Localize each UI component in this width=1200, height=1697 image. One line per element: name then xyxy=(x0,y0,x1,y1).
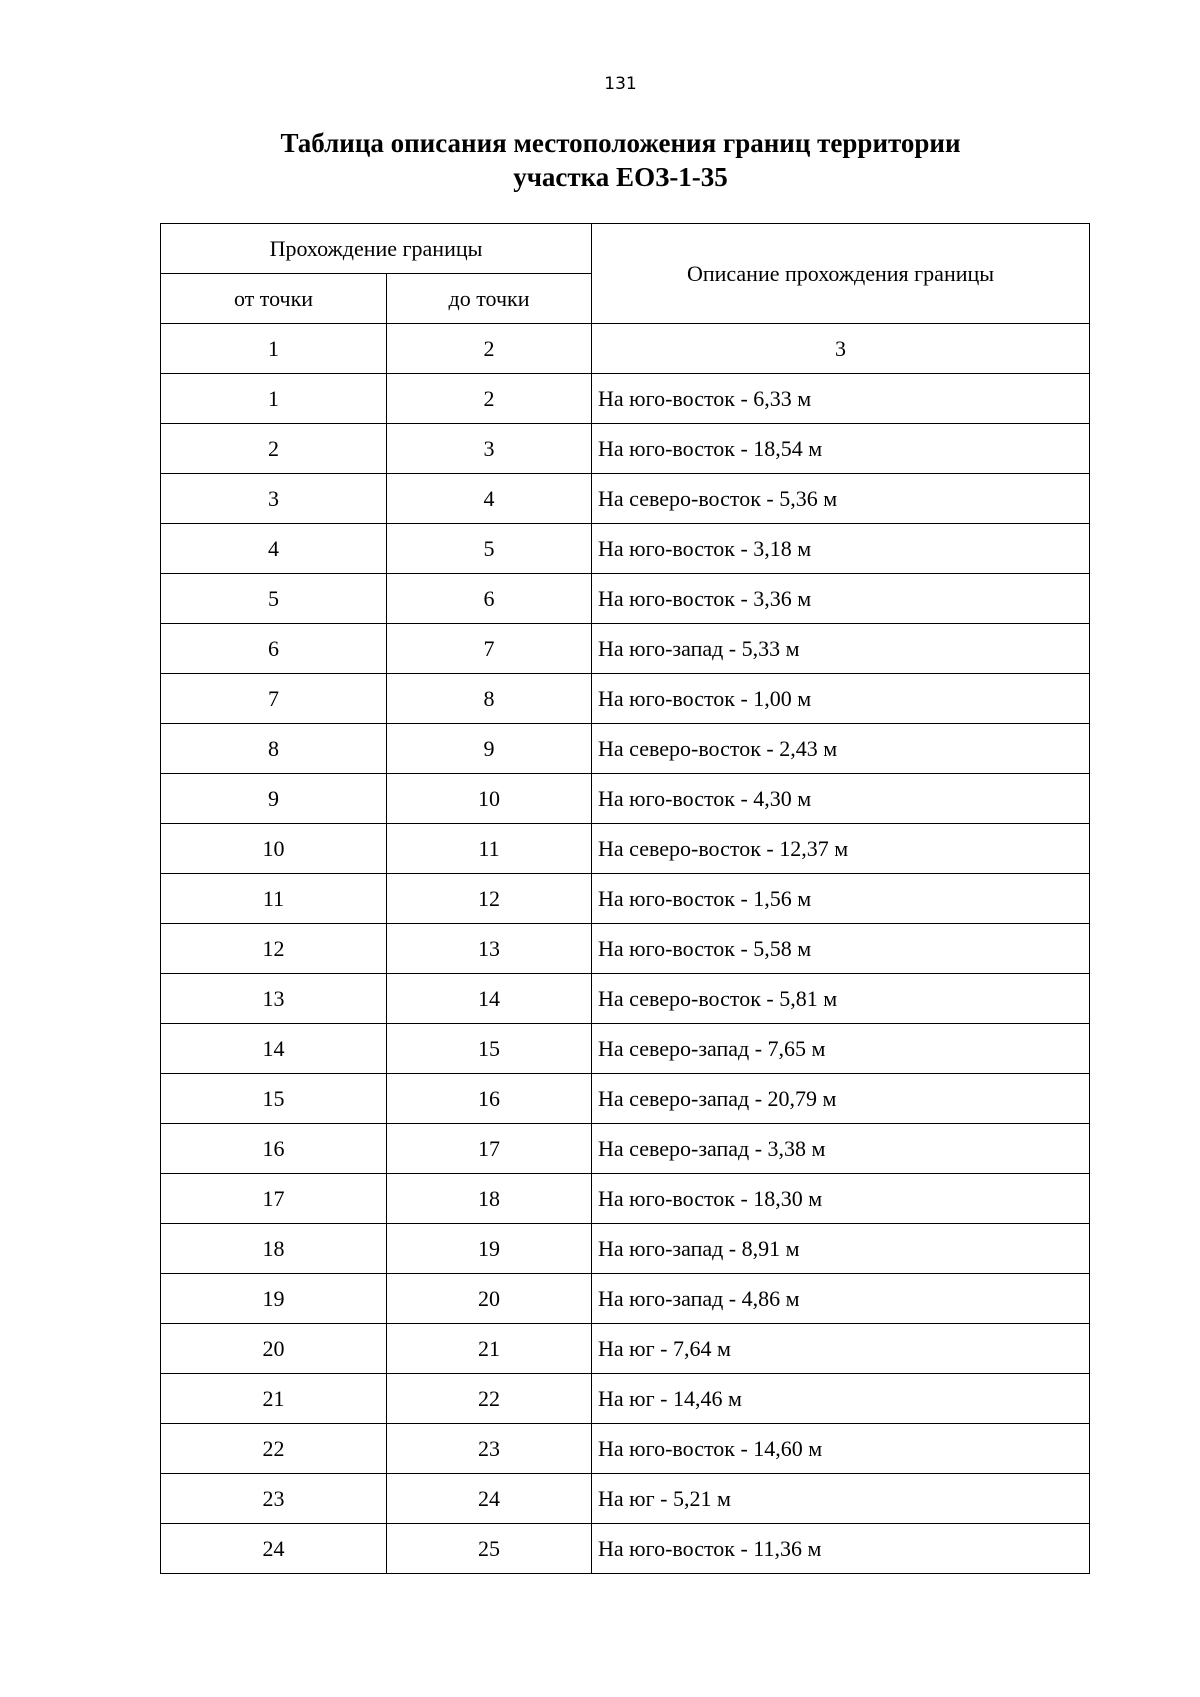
from-point-cell: 2 xyxy=(161,424,387,474)
from-point-cell: 10 xyxy=(161,824,387,874)
from-point-cell: 4 xyxy=(161,524,387,574)
description-cell: На юго-восток - 5,58 м xyxy=(592,924,1090,974)
from-point-cell: 19 xyxy=(161,1274,387,1324)
description-cell: На юго-восток - 3,36 м xyxy=(592,574,1090,624)
to-point-cell: 8 xyxy=(387,674,592,724)
from-point-cell: 1 xyxy=(161,374,387,424)
to-point-cell: 14 xyxy=(387,974,592,1024)
to-point-cell: 18 xyxy=(387,1174,592,1224)
table-row xyxy=(161,1124,1090,1174)
description-cell: На юго-восток - 1,00 м xyxy=(592,674,1090,724)
header-desc-cell: Описание прохождения границы xyxy=(592,224,1090,324)
description-cell: На юг - 5,21 м xyxy=(592,1474,1090,1524)
from-point-cell: 9 xyxy=(161,774,387,824)
from-point-cell: 23 xyxy=(161,1474,387,1524)
to-point-cell: 2 xyxy=(387,374,592,424)
to-point-cell: 23 xyxy=(387,1424,592,1474)
to-point-cell: 10 xyxy=(387,774,592,824)
to-point-cell: 5 xyxy=(387,524,592,574)
table-header xyxy=(161,224,1090,374)
to-point-cell: 9 xyxy=(387,724,592,774)
table-row xyxy=(161,674,1090,724)
header-to-cell: до точки xyxy=(387,274,592,324)
header-row-1 xyxy=(161,224,1090,274)
column-number-row xyxy=(161,324,1090,374)
table-row xyxy=(161,474,1090,524)
table-row xyxy=(161,1224,1090,1274)
description-cell: На юго-запад - 8,91 м xyxy=(592,1224,1090,1274)
description-cell: На северо-восток - 12,37 м xyxy=(592,824,1090,874)
description-cell: На юго-восток - 18,30 м xyxy=(592,1174,1090,1224)
table-row xyxy=(161,974,1090,1024)
to-point-cell: 20 xyxy=(387,1274,592,1324)
description-cell: На юго-восток - 4,30 м xyxy=(592,774,1090,824)
to-point-cell: 4 xyxy=(387,474,592,524)
description-cell: На юг - 14,46 м xyxy=(592,1374,1090,1424)
column-number-cell: 2 xyxy=(387,324,592,374)
from-point-cell: 3 xyxy=(161,474,387,524)
table-row xyxy=(161,1424,1090,1474)
description-cell: На северо-восток - 2,43 м xyxy=(592,724,1090,774)
table-row xyxy=(161,874,1090,924)
to-point-cell: 21 xyxy=(387,1324,592,1374)
from-point-cell: 22 xyxy=(161,1424,387,1474)
description-cell: На юго-запад - 5,33 м xyxy=(592,624,1090,674)
table-row xyxy=(161,1474,1090,1524)
from-point-cell: 12 xyxy=(161,924,387,974)
table-row xyxy=(161,424,1090,474)
boundary-table xyxy=(160,223,1090,1574)
description-cell: На юго-восток - 14,60 м xyxy=(592,1424,1090,1474)
description-cell: На северо-восток - 5,36 м xyxy=(592,474,1090,524)
to-point-cell: 11 xyxy=(387,824,592,874)
table-row xyxy=(161,924,1090,974)
from-point-cell: 7 xyxy=(161,674,387,724)
from-point-cell: 17 xyxy=(161,1174,387,1224)
to-point-cell: 16 xyxy=(387,1074,592,1124)
title-line-2: участка ЕОЗ-1-35 xyxy=(513,162,728,192)
table-row xyxy=(161,374,1090,424)
description-cell: На юго-восток - 3,18 м xyxy=(592,524,1090,574)
table-row xyxy=(161,1174,1090,1224)
table-row xyxy=(161,1074,1090,1124)
from-point-cell: 6 xyxy=(161,624,387,674)
table-row xyxy=(161,524,1090,574)
table-row xyxy=(161,774,1090,824)
description-cell: На юго-восток - 18,54 м xyxy=(592,424,1090,474)
description-cell: На северо-запад - 3,38 м xyxy=(592,1124,1090,1174)
description-cell: На северо-запад - 20,79 м xyxy=(592,1074,1090,1124)
description-cell: На юго-восток - 1,56 м xyxy=(592,874,1090,924)
from-point-cell: 5 xyxy=(161,574,387,624)
title-line-1: Таблица описания местоположения границ территории xyxy=(280,128,961,158)
table-row xyxy=(161,1324,1090,1374)
to-point-cell: 3 xyxy=(387,424,592,474)
from-point-cell: 8 xyxy=(161,724,387,774)
table-row xyxy=(161,1524,1090,1574)
page-number: 131 xyxy=(604,74,637,94)
to-point-cell: 17 xyxy=(387,1124,592,1174)
page-title xyxy=(0,126,1200,194)
table-row xyxy=(161,574,1090,624)
from-point-cell: 15 xyxy=(161,1074,387,1124)
column-number-cell: 3 xyxy=(592,324,1090,374)
table-row xyxy=(161,1374,1090,1424)
from-point-cell: 14 xyxy=(161,1024,387,1074)
table-row xyxy=(161,624,1090,674)
header-group-cell: Прохождение границы xyxy=(161,224,592,274)
column-number-cell: 1 xyxy=(161,324,387,374)
header-from-cell: от точки xyxy=(161,274,387,324)
to-point-cell: 6 xyxy=(387,574,592,624)
to-point-cell: 7 xyxy=(387,624,592,674)
description-cell: На северо-восток - 5,81 м xyxy=(592,974,1090,1024)
from-point-cell: 20 xyxy=(161,1324,387,1374)
from-point-cell: 18 xyxy=(161,1224,387,1274)
table-body xyxy=(161,374,1090,1574)
table-row xyxy=(161,724,1090,774)
description-cell: На северо-запад - 7,65 м xyxy=(592,1024,1090,1074)
table-row xyxy=(161,1024,1090,1074)
to-point-cell: 24 xyxy=(387,1474,592,1524)
table-row xyxy=(161,824,1090,874)
from-point-cell: 16 xyxy=(161,1124,387,1174)
description-cell: На юг - 7,64 м xyxy=(592,1324,1090,1374)
description-cell: На юго-восток - 11,36 м xyxy=(592,1524,1090,1574)
to-point-cell: 13 xyxy=(387,924,592,974)
from-point-cell: 13 xyxy=(161,974,387,1024)
from-point-cell: 21 xyxy=(161,1374,387,1424)
to-point-cell: 25 xyxy=(387,1524,592,1574)
description-cell: На юго-запад - 4,86 м xyxy=(592,1274,1090,1324)
to-point-cell: 15 xyxy=(387,1024,592,1074)
from-point-cell: 24 xyxy=(161,1524,387,1574)
description-cell: На юго-восток - 6,33 м xyxy=(592,374,1090,424)
table-row xyxy=(161,1274,1090,1324)
to-point-cell: 19 xyxy=(387,1224,592,1274)
to-point-cell: 12 xyxy=(387,874,592,924)
from-point-cell: 11 xyxy=(161,874,387,924)
to-point-cell: 22 xyxy=(387,1374,592,1424)
